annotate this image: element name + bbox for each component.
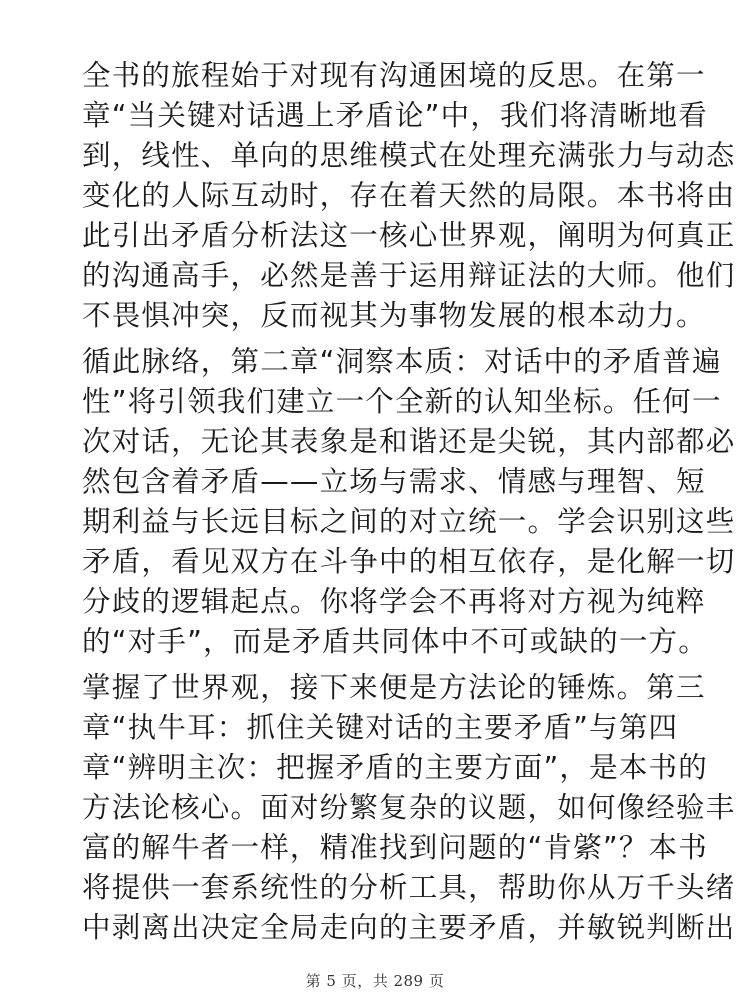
text-line: 富的解牛者一样，精准找到问题的“肯綮”？本书 bbox=[82, 831, 708, 864]
page-number-footer: 第 5 页，共 289 页 bbox=[305, 972, 445, 990]
paragraph-2 bbox=[82, 342, 736, 662]
text-line: 章“执牛耳：抓住关键对话的主要矛盾”与第四 bbox=[82, 711, 679, 744]
text-line: 此引出矛盾分析法这一核心世界观，阐明为何真正 bbox=[82, 219, 736, 252]
text-line: 章“辨明主次：把握矛盾的主要方面”，是本书的 bbox=[82, 751, 708, 784]
text-line: 掌握了世界观，接下来便是方法论的锤炼。第三 bbox=[82, 671, 706, 704]
text-line: 将提供一套系统性的分析工具，帮助你从万千头绪 bbox=[82, 871, 736, 904]
text-line: 性”将引领我们建立一个全新的认知坐标。任何一 bbox=[82, 385, 722, 418]
text-line: 全书的旅程始于对现有沟通困境的反思。在第一 bbox=[82, 59, 706, 92]
body-text bbox=[82, 56, 736, 954]
text-line: 次对话，无论其表象是和谐还是尖锐，其内部都必 bbox=[82, 425, 736, 458]
text-line: 到，线性、单向的思维模式在处理充满张力与动态 bbox=[82, 139, 736, 172]
text-line: 循此脉络，第二章“洞察本质：对话中的矛盾普遍 bbox=[82, 345, 722, 378]
text-line: 方法论核心。面对纷繁复杂的议题，如何像经验丰 bbox=[82, 791, 736, 824]
paragraph-1 bbox=[82, 56, 736, 336]
text-line: 矛盾，看见双方在斗争中的相互依存，是化解一切 bbox=[82, 545, 736, 578]
text-line: 的沟通高手，必然是善于运用辩证法的大师。他们 bbox=[82, 259, 736, 292]
text-line: 章“当关键对话遇上矛盾论”中，我们将清晰地看 bbox=[82, 99, 708, 132]
text-line: 然包含着矛盾——立场与需求、情感与理智、短 bbox=[82, 465, 706, 498]
text-line: 不畏惧冲突，反而视其为事物发展的根本动力。 bbox=[82, 299, 706, 332]
text-line: 中剥离出决定全局走向的主要矛盾，并敏锐判断出 bbox=[82, 911, 736, 944]
paragraph-3 bbox=[82, 668, 736, 948]
text-line: 变化的人际互动时，存在着天然的局限。本书将由 bbox=[82, 179, 736, 212]
text-line: 期利益与长远目标之间的对立统一。学会识别这些 bbox=[82, 505, 736, 538]
text-line: 分歧的逻辑起点。你将学会不再将对方视为纯粹 bbox=[82, 585, 706, 618]
text-line: 的“对手”，而是矛盾共同体中不可或缺的一方。 bbox=[82, 625, 708, 658]
